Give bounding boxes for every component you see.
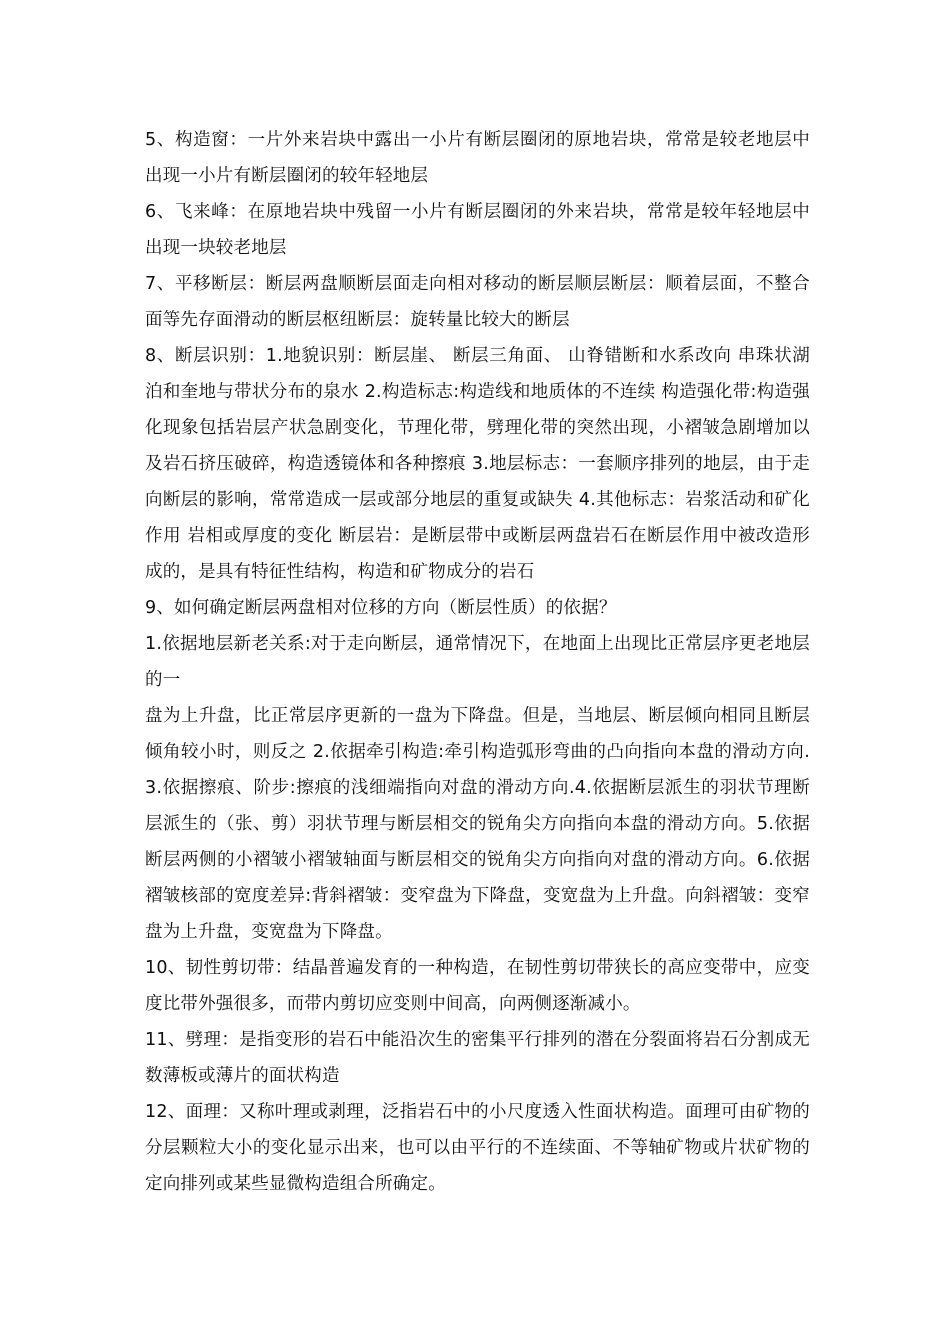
paragraph-ductile-shear-zone: 10、韧性剪切带：结晶普遍发育的一种构造，在韧性剪切带狭长的高应变带中，应变度比带外强很多，而带内剪切应变则中间高，向两侧逐渐减小。: [145, 958, 810, 1014]
paragraph-fault-identification: 8、断层识别：1.地貌识别：断层崖、 断层三角面、 山脊错断和水系改向 串珠状湖泊和奎地与带状分布的泉水 2.构造标志:构造线和地质体的不连续 构造强化带:构造强化现象包括岩层产状急剧变化，节理化带，劈理化带的突然出现，小褶皱急剧增加以及岩石挤压破碎，构造透镜体和各种擦痕 3.地层标志：一套顺序排列的地层，由于走向断层的影响，常常造成一层或部分地层的重复或缺失 4.其他标志：岩浆活动和矿化作用 岩相或厚度的变化 断层岩：是断层带中或断层两盘岩石在断层作用中被改造形成的，是具有特征性结构，构造和矿物成分的岩石: [145, 346, 810, 582]
paragraph-question-displacement: 9、如何确定断层两盘相对位移的方向（断层性质）的依据？: [145, 598, 617, 618]
paragraph-strike-slip-fault: 7、平移断层：断层两盘顺断层面走向相对移动的断层顺层断层：顺着层面，不整合面等先存面滑动的断层枢纽断层：旋转量比较大的断层: [145, 274, 810, 330]
paragraph-criterion-stratigraphy: 1.依据地层新老关系:对于走向断层，通常情况下，在地面上出现比正常层序更老地层的一: [145, 634, 810, 690]
paragraph-cleavage: 11、劈理：是指变形的岩石中能沿次生的密集平行排列的潜在分裂面将岩石分割成无数薄板或薄片的面状构造: [145, 1030, 810, 1086]
paragraph-criteria-continued: 盘为上升盘，比正常层序更新的一盘为下降盘。但是，当地层、断层倾向相同且断层倾角较小时，则反之 2.依据牵引构造:牵引构造弧形弯曲的凸向指向本盘的滑动方向.3.依据擦痕、阶步:擦痕的浅细端指向对盘的滑动方向.4.依据断层派生的羽状节理断层派生的（张、剪）羽状节理与断层相交的锐角尖方向指向本盘的滑动方向。5.依据断层两侧的小褶皱小褶皱轴面与断层相交的锐角尖方向指向对盘的滑动方向。6.依据褶皱核部的宽度差异:背斜褶皱：变窄盘为下降盘，变宽盘为上升盘。向斜褶皱：变窄盘为上升盘，变宽盘为下降盘。: [145, 706, 810, 942]
paragraph-foliation: 12、面理：又称叶理或剥理，泛指岩石中的小尺度透入性面状构造。面理可由矿物的分层颗粒大小的变化显示出来，也可以由平行的不连续面、不等轴矿物或片状矿物的定向排列或某些显微构造组合所确定。: [145, 1102, 810, 1194]
document-body: [145, 122, 810, 1202]
paragraph-klippe: 6、飞来峰：在原地岩块中残留一小片有断层圈闭的外来岩块，常常是较年轻地层中出现一块较老地层: [145, 202, 810, 258]
paragraph-structural-window: 5、构造窗：一片外来岩块中露出一小片有断层圈闭的原地岩块，常常是较老地层中出现一小片有断层圈闭的较年轻地层: [145, 130, 810, 186]
